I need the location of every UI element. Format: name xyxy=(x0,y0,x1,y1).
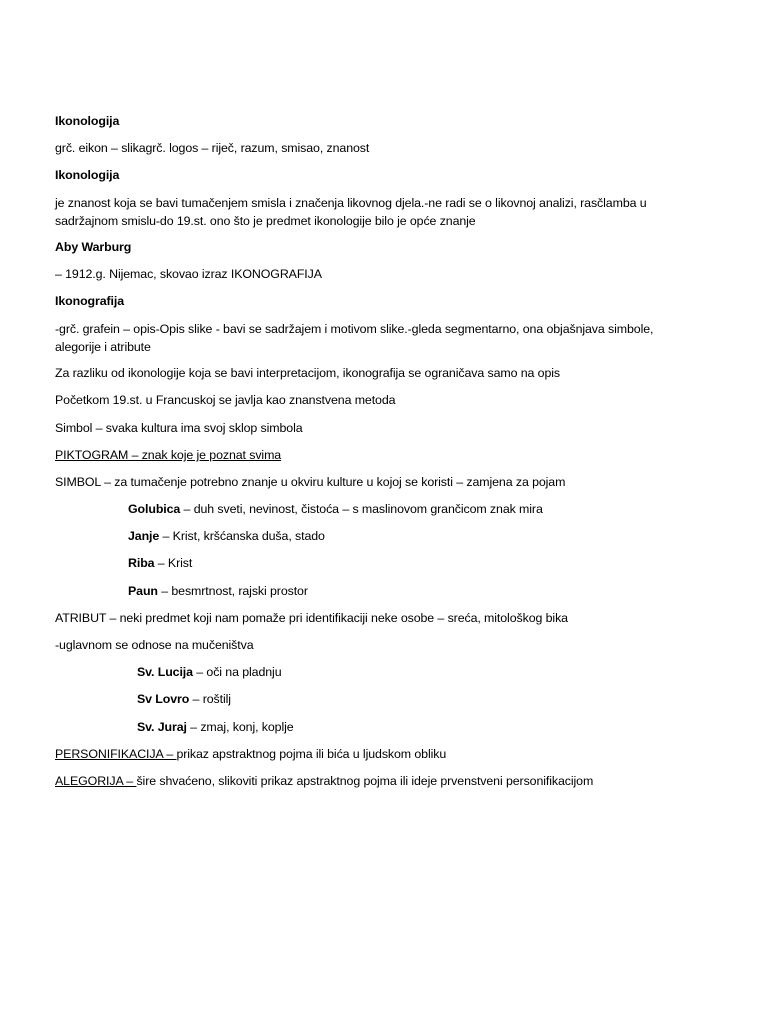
attribute-term: Sv Lovro xyxy=(137,692,190,706)
attribute-desc: – oči na pladnju xyxy=(192,665,282,679)
paragraph-mucenistva: -uglavnom se odnose na mučeništva xyxy=(55,638,254,652)
paragraph-comparison: Za razliku od ikonologije koja se bavi interpretacijom, ikonografija se ograničava samo na opis xyxy=(55,366,560,380)
personifikacija-term: PERSONIFIKACIJA – xyxy=(55,747,177,761)
symbol-term: Paun xyxy=(128,584,158,598)
paragraph-etymology: grč. eikon – slikagrč. logos – riječ, razum, smisao, znanost xyxy=(55,141,370,155)
paragraph-simbol: Simbol – svaka kultura ima svoj sklop simbola xyxy=(55,421,303,435)
symbol-desc: – Krist xyxy=(154,556,193,570)
attribute-item xyxy=(137,690,231,708)
paragraph-19th-century: Početkom 19.st. u Francuskoj se javlja kao znanstvena metoda xyxy=(55,393,396,407)
paragraph-atribut: ATRIBUT – neki predmet koji nam pomaže pri identifikaciji neke osobe – sreća, mitološkog bika xyxy=(55,611,568,625)
attribute-item xyxy=(137,718,294,736)
alegorija-term: ALEGORIJA – xyxy=(55,774,137,788)
attribute-term: Sv. Juraj xyxy=(137,720,187,734)
heading-ikonologija-2: Ikonologija xyxy=(55,168,120,182)
paragraph-alegorija xyxy=(55,772,593,790)
heading-ikonologija-1: Ikonologija xyxy=(55,114,120,128)
symbol-term: Golubica xyxy=(128,502,181,516)
symbol-desc: – Krist, kršćanska duša, stado xyxy=(159,529,325,543)
attribute-desc: – zmaj, konj, koplje xyxy=(186,720,294,734)
symbol-item xyxy=(128,527,325,545)
attribute-item xyxy=(137,663,281,681)
paragraph-ikonografija-definition: -grč. grafein – opis-Opis slike - bavi se sadržajem i motivom slike.-gleda segmentarno, ona objašnjava simbole, alegorije i atribute xyxy=(55,322,654,354)
paragraph-warburg: – 1912.g. Nijemac, skovao izraz IKONOGRAFIJA xyxy=(55,267,322,281)
paragraph-piktogram: PIKTOGRAM – znak koje je poznat svima xyxy=(55,448,282,462)
paragraph-ikonologija-definition: je znanost koja se bavi tumačenjem smisla i značenja likovnog djela.-ne radi se o likovnoj analizi, rasčlamba u sadržajnom smislu-do 19.st. ono što je predmet ikonologije bilo je opće znanje xyxy=(55,196,647,228)
attribute-desc: – roštilj xyxy=(189,692,231,706)
attribute-term: Sv. Lucija xyxy=(137,665,193,679)
paragraph-simbol-definition: SIMBOL – za tumačenje potrebno znanje u okviru kulture u kojoj se koristi – zamjena za pojam xyxy=(55,475,566,489)
alegorija-desc: šire shvaćeno, slikoviti prikaz apstraktnog pojma ili ideje prvenstveni personifikacijom xyxy=(136,774,594,788)
symbol-item xyxy=(128,582,308,600)
symbol-term: Janje xyxy=(128,529,160,543)
symbol-desc: – duh sveti, nevinost, čistoća – s maslinovom grančicom znak mira xyxy=(180,502,543,516)
symbol-item xyxy=(128,554,192,572)
heading-aby-warburg: Aby Warburg xyxy=(55,240,132,254)
symbol-item xyxy=(128,500,543,518)
personifikacija-desc: prikaz apstraktnog pojma ili bića u ljudskom obliku xyxy=(176,747,447,761)
symbol-desc: – besmrtnost, rajski prostor xyxy=(157,584,308,598)
paragraph-personifikacija xyxy=(55,745,446,763)
symbol-term: Riba xyxy=(128,556,155,570)
heading-ikonografija: Ikonografija xyxy=(55,294,125,308)
